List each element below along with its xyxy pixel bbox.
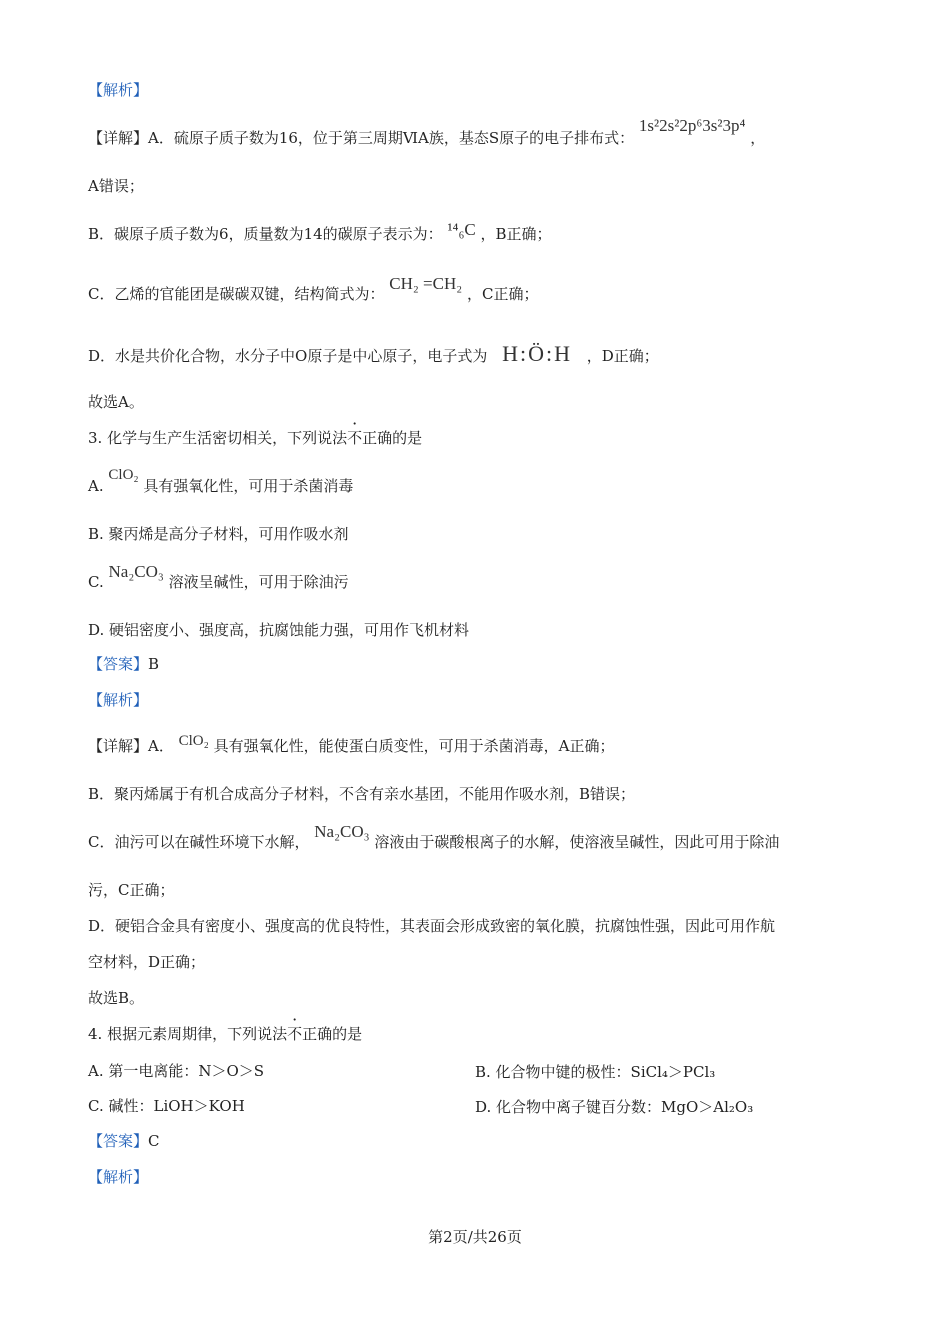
q2-conclusion: 故选A。: [88, 393, 144, 411]
na2co3-formula-2: Na₂CO₃: [314, 822, 370, 841]
q3-conclusion: 故选B。: [88, 989, 145, 1007]
water-electron-formula: H:Ö:H: [502, 341, 572, 366]
q2-detail-b: B．碳原子质子数为6，质量数为14的碳原子表示为： ¹⁴₆C ，B正确；: [88, 220, 552, 243]
q3-detail-c: C．油污可以在碱性环境下水解， Na₂CO₃ 溶液由于碳酸根离子的水解，使溶液呈碱性，因此可用于除油: [88, 822, 780, 851]
q2-detail-a-cont: A错误；: [88, 177, 144, 195]
analysis-label-1: 【解析】: [88, 81, 149, 99]
na2co3-formula: Na₂CO₃: [108, 562, 164, 581]
q4-option-d: D. 化合物中离子键百分数：MgO＞Al₂O₃: [475, 1098, 754, 1116]
q3-detail-d: D．硬铝合金具有密度小、强度高的优良特性，其表面会形成致密的氧化膜，抗腐蚀性强，因此可用作航: [88, 917, 776, 935]
q3-detail-b: B．聚丙烯属于有机合成高分子材料，不含有亲水基团，不能用作吸水剂，B错误；: [88, 785, 636, 803]
q3-detail-c-cont: 污，C正确；: [88, 881, 175, 899]
q3-detail-a: 【详解】A． ClO₂ 具有强氧化性，能使蛋白质变性，可用于杀菌消毒，A正确；: [88, 733, 615, 755]
clo2-formula-2: ClO₂: [178, 733, 209, 749]
question-3-stem: 3. 化学与生产生活密切相关，下列说法不正确的是: [88, 429, 423, 447]
carbon-14-symbol: ¹⁴₆C: [447, 220, 476, 239]
q4-option-c: C. 碱性：LiOH＞KOH: [88, 1097, 245, 1115]
q4-option-b: B. 化合物中键的极性：SiCl₄＞PCl₃: [475, 1063, 716, 1081]
page-footer: 第2页/共26页: [428, 1228, 522, 1246]
q2-detail-d: D．水是共价化合物，水分子中O原子是中心原子，电子式为 H:Ö:H ，D正确；: [88, 341, 659, 366]
electron-configuration: 1s²2s²2p⁶3s²3p⁴: [638, 116, 746, 135]
analysis-label-3: 【解析】: [88, 1168, 149, 1186]
ethylene-formula: CH₂ =CH₂: [389, 274, 463, 293]
q2-detail-a: 【详解】A．硫原子质子数为16，位于第三周期ⅥA族，基态S原子的电子排布式： 1s²2s²2p⁶3s²3p⁴ ，: [88, 116, 766, 147]
q3-option-a: A. ClO₂ 具有强氧化性，可用于杀菌消毒: [88, 467, 354, 495]
q2-detail-c: C．乙烯的官能团是碳碳双键，结构简式为： CH₂ =CH₂ ，C正确；: [88, 274, 539, 303]
q4-answer: 【答案】C: [88, 1132, 160, 1150]
clo2-formula: ClO₂: [108, 467, 139, 483]
q3-option-c: C. Na₂CO₃ 溶液呈碱性，可用于除油污: [88, 562, 349, 591]
q3-detail-d-cont: 空材料，D正确；: [88, 953, 206, 971]
q4-option-a: A. 第一电离能：N＞O＞S: [88, 1062, 265, 1080]
q3-option-b: B. 聚丙烯是高分子材料，可用作吸水剂: [88, 525, 349, 543]
q3-option-d: D. 硬铝密度小、强度高，抗腐蚀能力强，可用作飞机材料: [88, 621, 470, 639]
question-4-stem: 4. 根据元素周期律，下列说法不正确的是: [88, 1025, 363, 1043]
q3-answer: 【答案】B: [88, 655, 160, 673]
analysis-label-2: 【解析】: [88, 691, 149, 709]
